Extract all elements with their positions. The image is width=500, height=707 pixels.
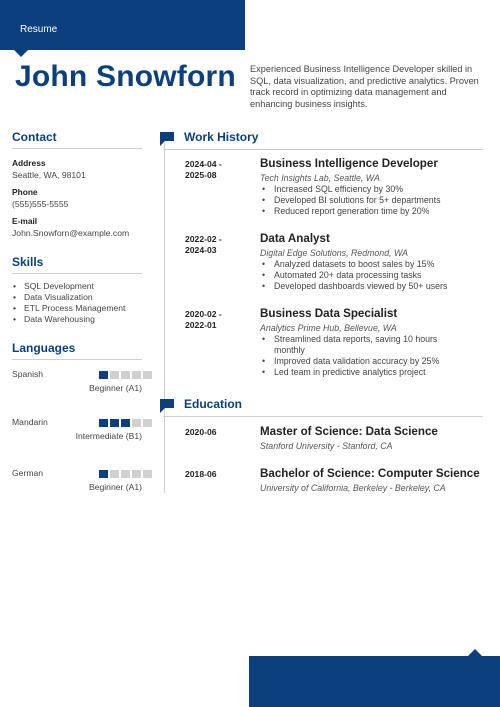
job-employer: Tech Insights Lab, Seattle, WA [260, 173, 380, 183]
job-title: Business Intelligence Developer [260, 157, 438, 170]
language-level-segment [99, 419, 108, 427]
skill-item: • Data Warehousing [12, 314, 142, 325]
work-date: 2020-02 - 2022-01 [185, 309, 222, 330]
languages-heading: Languages [12, 341, 142, 360]
email-value: John.Snowforn@example.com [12, 228, 130, 238]
skills-heading: Skills [12, 255, 142, 274]
work-history-heading: Work History [163, 130, 483, 150]
language-name: German [12, 468, 44, 478]
language-item [12, 417, 142, 462]
job-bullet: • Analyzed datasets to boost sales by 15% [260, 259, 483, 270]
language-level-segment [110, 371, 119, 379]
job-bullet: • Led team in predictive analytics project [260, 367, 470, 378]
work-date: 2024-04 - 2025-08 [185, 159, 222, 180]
job-bullet: • Improved data validation accuracy by 25% [260, 356, 470, 367]
language-item [12, 369, 142, 411]
phone-label: Phone [12, 187, 38, 197]
degree-school: Stanford University - Stanford, CA [260, 441, 393, 451]
language-level-segment [143, 419, 152, 427]
education-date: 2018-06 [185, 469, 217, 479]
language-level-segment [99, 470, 108, 478]
work-date: 2022-02 - 2024-03 [185, 234, 222, 255]
language-level: Beginner (A1) [88, 383, 142, 393]
language-level: Intermediate (B1) [75, 431, 142, 441]
footer-band [249, 656, 500, 707]
job-title: Business Data Specialist [260, 307, 398, 320]
work-entry [163, 307, 483, 378]
skill-item: • Data Visualization [12, 292, 142, 303]
job-bullet: • Streamlined data reports, saving 10 hours monthly [260, 334, 470, 356]
resume-label: Resume [20, 24, 58, 35]
language-level-segment [99, 371, 108, 379]
contact-heading: Contact [12, 130, 142, 149]
skill-item: • SQL Development [12, 281, 142, 292]
profile-summary: Experienced Business Intelligence Developer skilled in SQL, data visualization, and predictive analytics. Proven track record in optimizing data management and enhancing business insights. [250, 64, 479, 109]
work-entry [163, 157, 483, 217]
candidate-name: John Snowforn [15, 60, 236, 93]
language-level-bar [99, 419, 152, 427]
degree-title: Bachelor of Science: Computer Science [260, 467, 480, 480]
work-history-section [163, 130, 483, 378]
skill-item: • ETL Process Management [12, 303, 142, 314]
email-label: E-mail [12, 216, 38, 226]
job-bullets [260, 184, 483, 217]
language-level-segment [110, 470, 119, 478]
education-heading: Education [163, 397, 483, 417]
left-column [12, 130, 142, 508]
education-entry [163, 425, 483, 451]
section-flag-icon [160, 399, 174, 408]
education-date: 2020-06 [185, 427, 217, 437]
job-employer: Digital Edge Solutions, Redmond, WA [260, 248, 408, 258]
language-level: Beginner (A1) [88, 482, 142, 492]
language-level-segment [143, 470, 152, 478]
footer-band-notch [468, 649, 482, 656]
job-bullet: • Reduced report generation time by 20% [260, 206, 483, 217]
job-title: Data Analyst [260, 232, 330, 245]
section-flag-icon [160, 132, 174, 141]
language-level-segment [110, 419, 119, 427]
degree-title: Master of Science: Data Science [260, 425, 438, 438]
phone-value: (555)555-5555 [12, 199, 69, 209]
language-name: Spanish [12, 369, 44, 379]
language-level-segment [132, 419, 141, 427]
language-level-bar [99, 371, 152, 379]
address-value: Seattle, WA, 98101 [12, 170, 86, 180]
language-level-bar [99, 470, 152, 478]
language-level-segment [121, 419, 130, 427]
job-bullet: • Developed dashboards viewed by 50+ users [260, 281, 483, 292]
language-level-segment [132, 371, 141, 379]
job-bullets [260, 259, 483, 292]
education-section [163, 397, 483, 493]
language-level-segment [132, 470, 141, 478]
language-level-segment [143, 371, 152, 379]
work-entry [163, 232, 483, 292]
skills-list [12, 281, 142, 325]
job-bullet: • Developed BI solutions for 5+ departments [260, 195, 483, 206]
job-bullet: • Increased SQL efficiency by 30% [260, 184, 483, 195]
education-entry [163, 467, 483, 493]
degree-school: University of California, Berkeley - Berkeley, CA [260, 483, 446, 493]
job-employer: Analytics Prime Hub, Bellevue, WA [260, 323, 397, 333]
language-level-segment [121, 470, 130, 478]
language-level-segment [121, 371, 130, 379]
job-bullets [260, 334, 470, 378]
address-label: Address [12, 158, 46, 168]
language-name: Mandarin [12, 417, 48, 427]
job-bullet: • Automated 20+ data processing tasks [260, 270, 483, 281]
language-item [12, 468, 142, 508]
header-band-notch [14, 50, 28, 57]
